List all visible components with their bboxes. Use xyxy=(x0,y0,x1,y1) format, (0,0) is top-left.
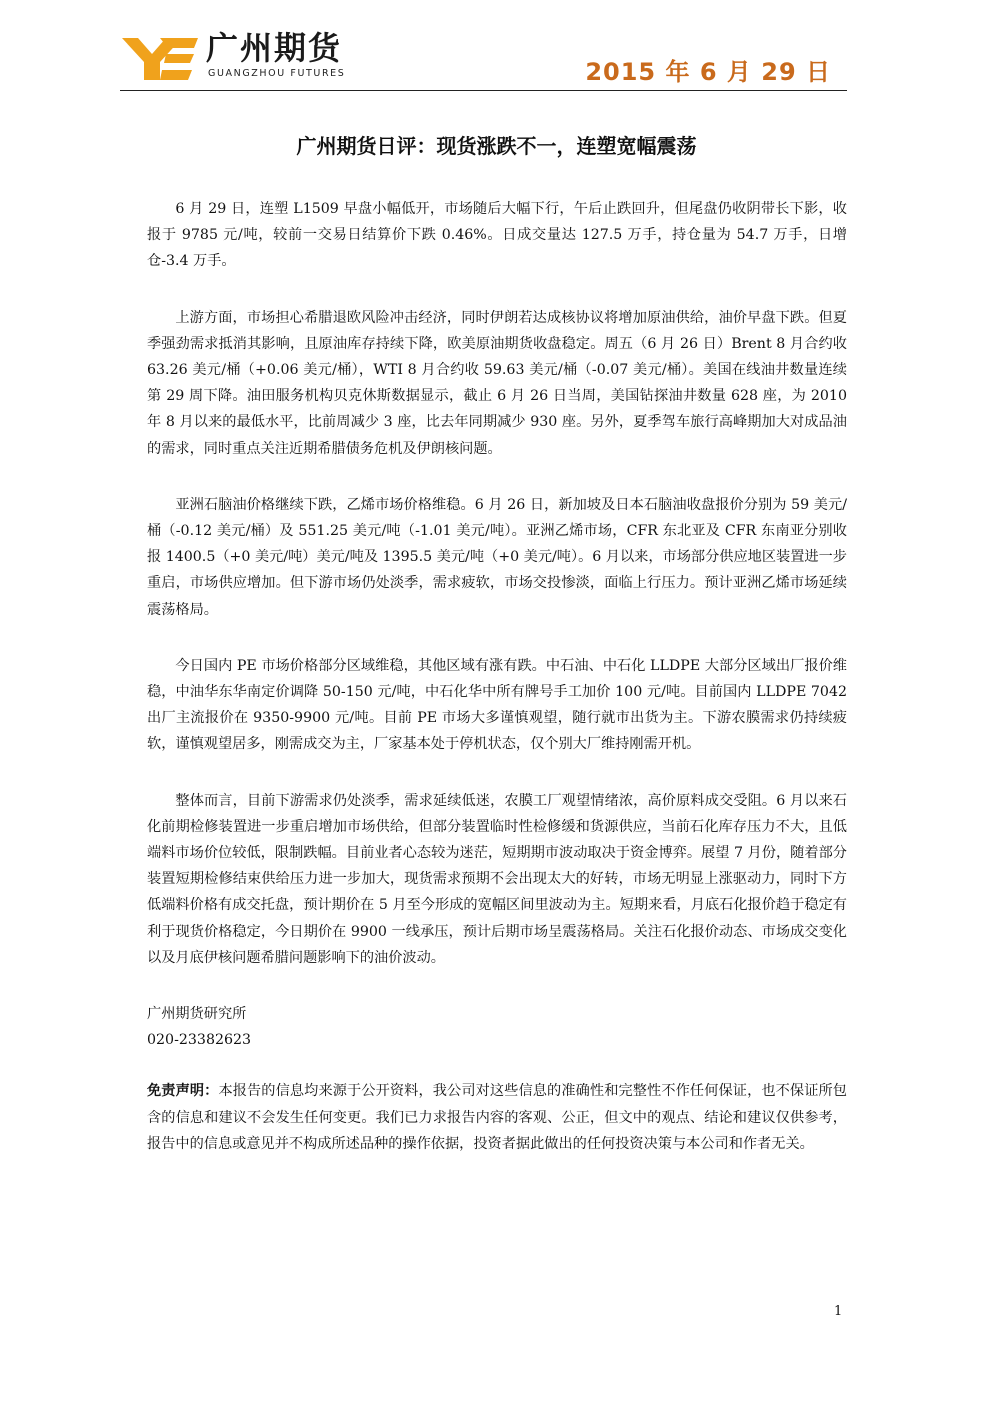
header-divider xyxy=(120,90,847,91)
paragraph-market-summary: 6 月 29 日，连塑 L1509 早盘小幅低开，市场随后大幅下行，午后止跌回升，但尾盘仍收阴带长下影，收报于 9785 元/吨，较前一交易日结算价下跌 0.46%。日成交量达 127.5 万手，持仓量为 54.7 万手，日增仓-3.4 万手。 xyxy=(147,201,847,270)
paragraph-domestic-pe: 今日国内 PE 市场价格部分区域维稳，其他区域有涨有跌。中石油、中石化 LLDPE 大部分区域出厂报价维稳，中油华东华南定价调降 50-150 元/吨，中石化华中所有牌号手工加价 100 元/吨。目前国内 LLDPE 7042 出厂主流报价在 9350-9900 元/吨。目前 PE 市场大多谨慎观望，随行就市出货为主。下游农膜需求仍持续疲软，谨慎观望居多，刚需成交为主，厂家基本处于停机状态，仅个别大厂维持刚需开机。 xyxy=(147,657,847,753)
disclaimer-text: 本报告的信息均来源于公开资料，我公司对这些信息的准确性和完整性不作任何保证，也不保证所包含的信息和建议不会发生任何变更。我们已力求报告内容的客观、公正，但文中的观点、结论和建议仅供参考，报告中的信息或意见并不构成所述品种的操作依据，投资者据此做出的任何投资决策与本公司和作者无关。 xyxy=(147,1083,847,1152)
page-number: 1 xyxy=(834,1304,843,1319)
contact-phone: 020-23382623 xyxy=(147,1032,252,1049)
page-header xyxy=(120,28,847,92)
report-date: 2015 年 6 月 29 日 xyxy=(585,58,831,86)
paragraph-upstream-crude: 上游方面，市场担心希腊退欧风险冲击经济，同时伊朗若达成核协议将增加原油供给，油价早盘下跌。但夏季强劲需求抵消其影响，且原油库存持续下降，欧美原油期货收盘稳定。周五（6 月 26 日）Brent 8 月合约收 63.26 美元/桶（+0.06 美元/桶），WTI 8 月合约收 59.63 美元/桶（-0.07 美元/桶）。美国在线油井数量连续第 29 周下降。油田服务机构贝克休斯数据显示，截止 6 月 26 日当周，美国钻探油井数量 628 座，为 2010 年 8 月以来的最低水平，比前周减少 3 座，比去年同期减少 930 座。另外，夏季驾车旅行高峰期加大对成品油的需求，同时重点关注近期希腊债务危机及伊朗核问题。 xyxy=(147,309,847,457)
brand-name-cn: 广州期货 xyxy=(206,29,343,67)
guangzhou-futures-logo xyxy=(120,32,200,84)
brand-name-en: GUANGZHOU FUTURES xyxy=(208,68,346,79)
paragraph-naphtha-ethylene: 亚洲石脑油价格继续下跌，乙烯市场价格维稳。6 月 26 日，新加坡及日本石脑油收盘报价分别为 59 美元/桶（-0.12 美元/桶）及 551.25 美元/吨（-1.01 美元/吨）。亚洲乙烯市场，CFR 东北亚及 CFR 东南亚分别收报 1400.5（+0 美元/吨）美元/吨及 1395.5 美元/吨（+0 美元/吨）。6 月以来，市场部分供应地区装置进一步重启，市场供应增加。但下游市场仍处淡季，需求疲软，市场交投惨淡，面临上行压力。预计亚洲乙烯市场延续震荡格局。 xyxy=(147,496,847,618)
contact-info xyxy=(147,1001,847,1053)
report-title: 广州期货日评：现货涨跌不一，连塑宽幅震荡 xyxy=(296,134,697,158)
disclaimer xyxy=(147,1078,847,1157)
paragraph-outlook: 整体而言，目前下游需求仍处淡季，需求延续低迷，农膜工厂观望情绪浓，高价原料成交受阻。6 月以来石化前期检修装置进一步重启增加市场供给，但部分装置临时性检修缓和货源供应，当前石化库存压力不大，且低端料市场价位较低，限制跌幅。目前业者心态较为迷茫，短期期市波动取决于资金博弈。展望 7 月份，随着部分装置短期检修结束供给压力进一步加大，现货需求预期不会出现太大的好转，市场无明显上涨驱动力，同时下方低端料价格有成交托盘，预计期价在 5 月至今形成的宽幅区间里波动为主。短期来看，月底石化报价趋于稳定有利于现货价格稳定，今日期价在 9900 一线承压，预计后期市场呈震荡格局。关注石化报价动态、市场成交变化以及月底伊核问题希腊问题影响下的油价波动。 xyxy=(147,792,847,966)
disclaimer-label: 免责声明： xyxy=(147,1083,219,1100)
research-institute: 广州期货研究所 xyxy=(147,1006,247,1023)
report-body xyxy=(147,196,847,1157)
